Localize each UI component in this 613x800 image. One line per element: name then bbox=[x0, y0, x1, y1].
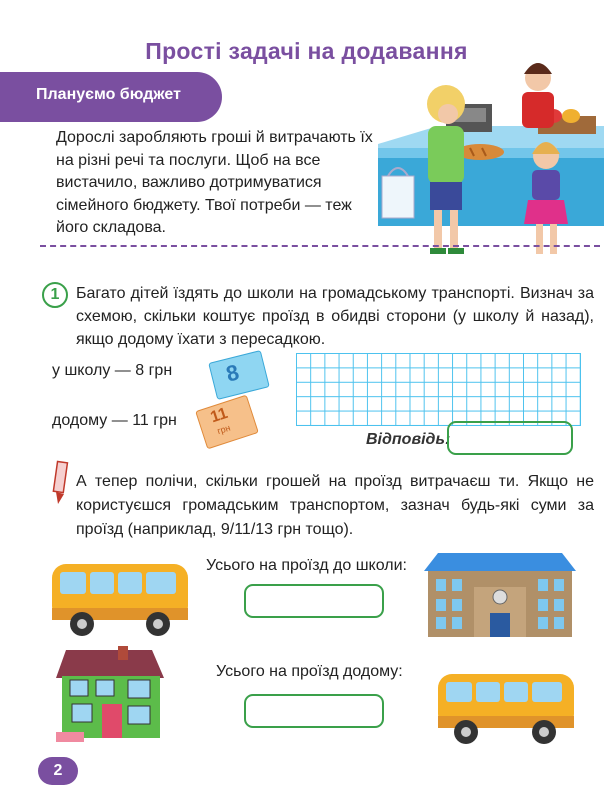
section-divider bbox=[40, 245, 600, 247]
ticket-11-unit: грн bbox=[215, 422, 232, 437]
house-illustration bbox=[56, 646, 166, 744]
ticket-8-icon bbox=[208, 350, 270, 400]
task2-text: А тепер полічи, скільки грошей на проїзд витрачаєш ти. Якщо не користуєшся громадським транспортом, зазнач будь-які суми за проїзд (наприклад, 9/11/13 грн тощо). bbox=[76, 473, 594, 538]
bus-left-illustration bbox=[48, 556, 192, 640]
task1-text: Багато дітей їздять до школи на громадському транспорті. Визнач за схемою, скільки коштує проїзд в обидві сторони (у школу й назад), якщо додому їхати з пересадкою. bbox=[76, 285, 594, 348]
school-illustration bbox=[424, 553, 576, 639]
task-number-badge: 1 bbox=[42, 282, 68, 308]
bus-right-illustration bbox=[436, 666, 576, 748]
page-number: 2 bbox=[38, 757, 78, 785]
intro-text: Дорослі заробляють гроші й витрачають їх на різні речі та послуги. Щоб на все вистачило, важливо дотримуватися сімейного бюджету. Твої потреби — теж його складова. bbox=[56, 129, 373, 236]
section-banner-label: Плануємо бюджет bbox=[36, 86, 181, 103]
to-home-fare: додому — 11 грн bbox=[52, 412, 177, 429]
answer-box[interactable] bbox=[447, 421, 573, 455]
pencil-icon bbox=[50, 460, 70, 504]
page-title: Прості задачі на додавання bbox=[145, 38, 468, 64]
to-school-fare: у школу — 8 грн bbox=[52, 362, 173, 379]
to-home-total-label: Усього на проїзд додому: bbox=[216, 663, 403, 680]
to-home-total-box[interactable] bbox=[244, 694, 384, 728]
ticket-11-icon bbox=[195, 395, 259, 450]
calculation-grid[interactable] bbox=[296, 353, 581, 426]
ticket-8-value: 8 bbox=[223, 359, 242, 387]
ticket-11-value: 11 bbox=[208, 404, 230, 427]
shop-illustration bbox=[378, 56, 604, 266]
answer-label: Відповідь: bbox=[366, 431, 451, 448]
to-school-total-label: Усього на проїзд до школи: bbox=[206, 557, 407, 574]
to-school-total-box[interactable] bbox=[244, 584, 384, 618]
